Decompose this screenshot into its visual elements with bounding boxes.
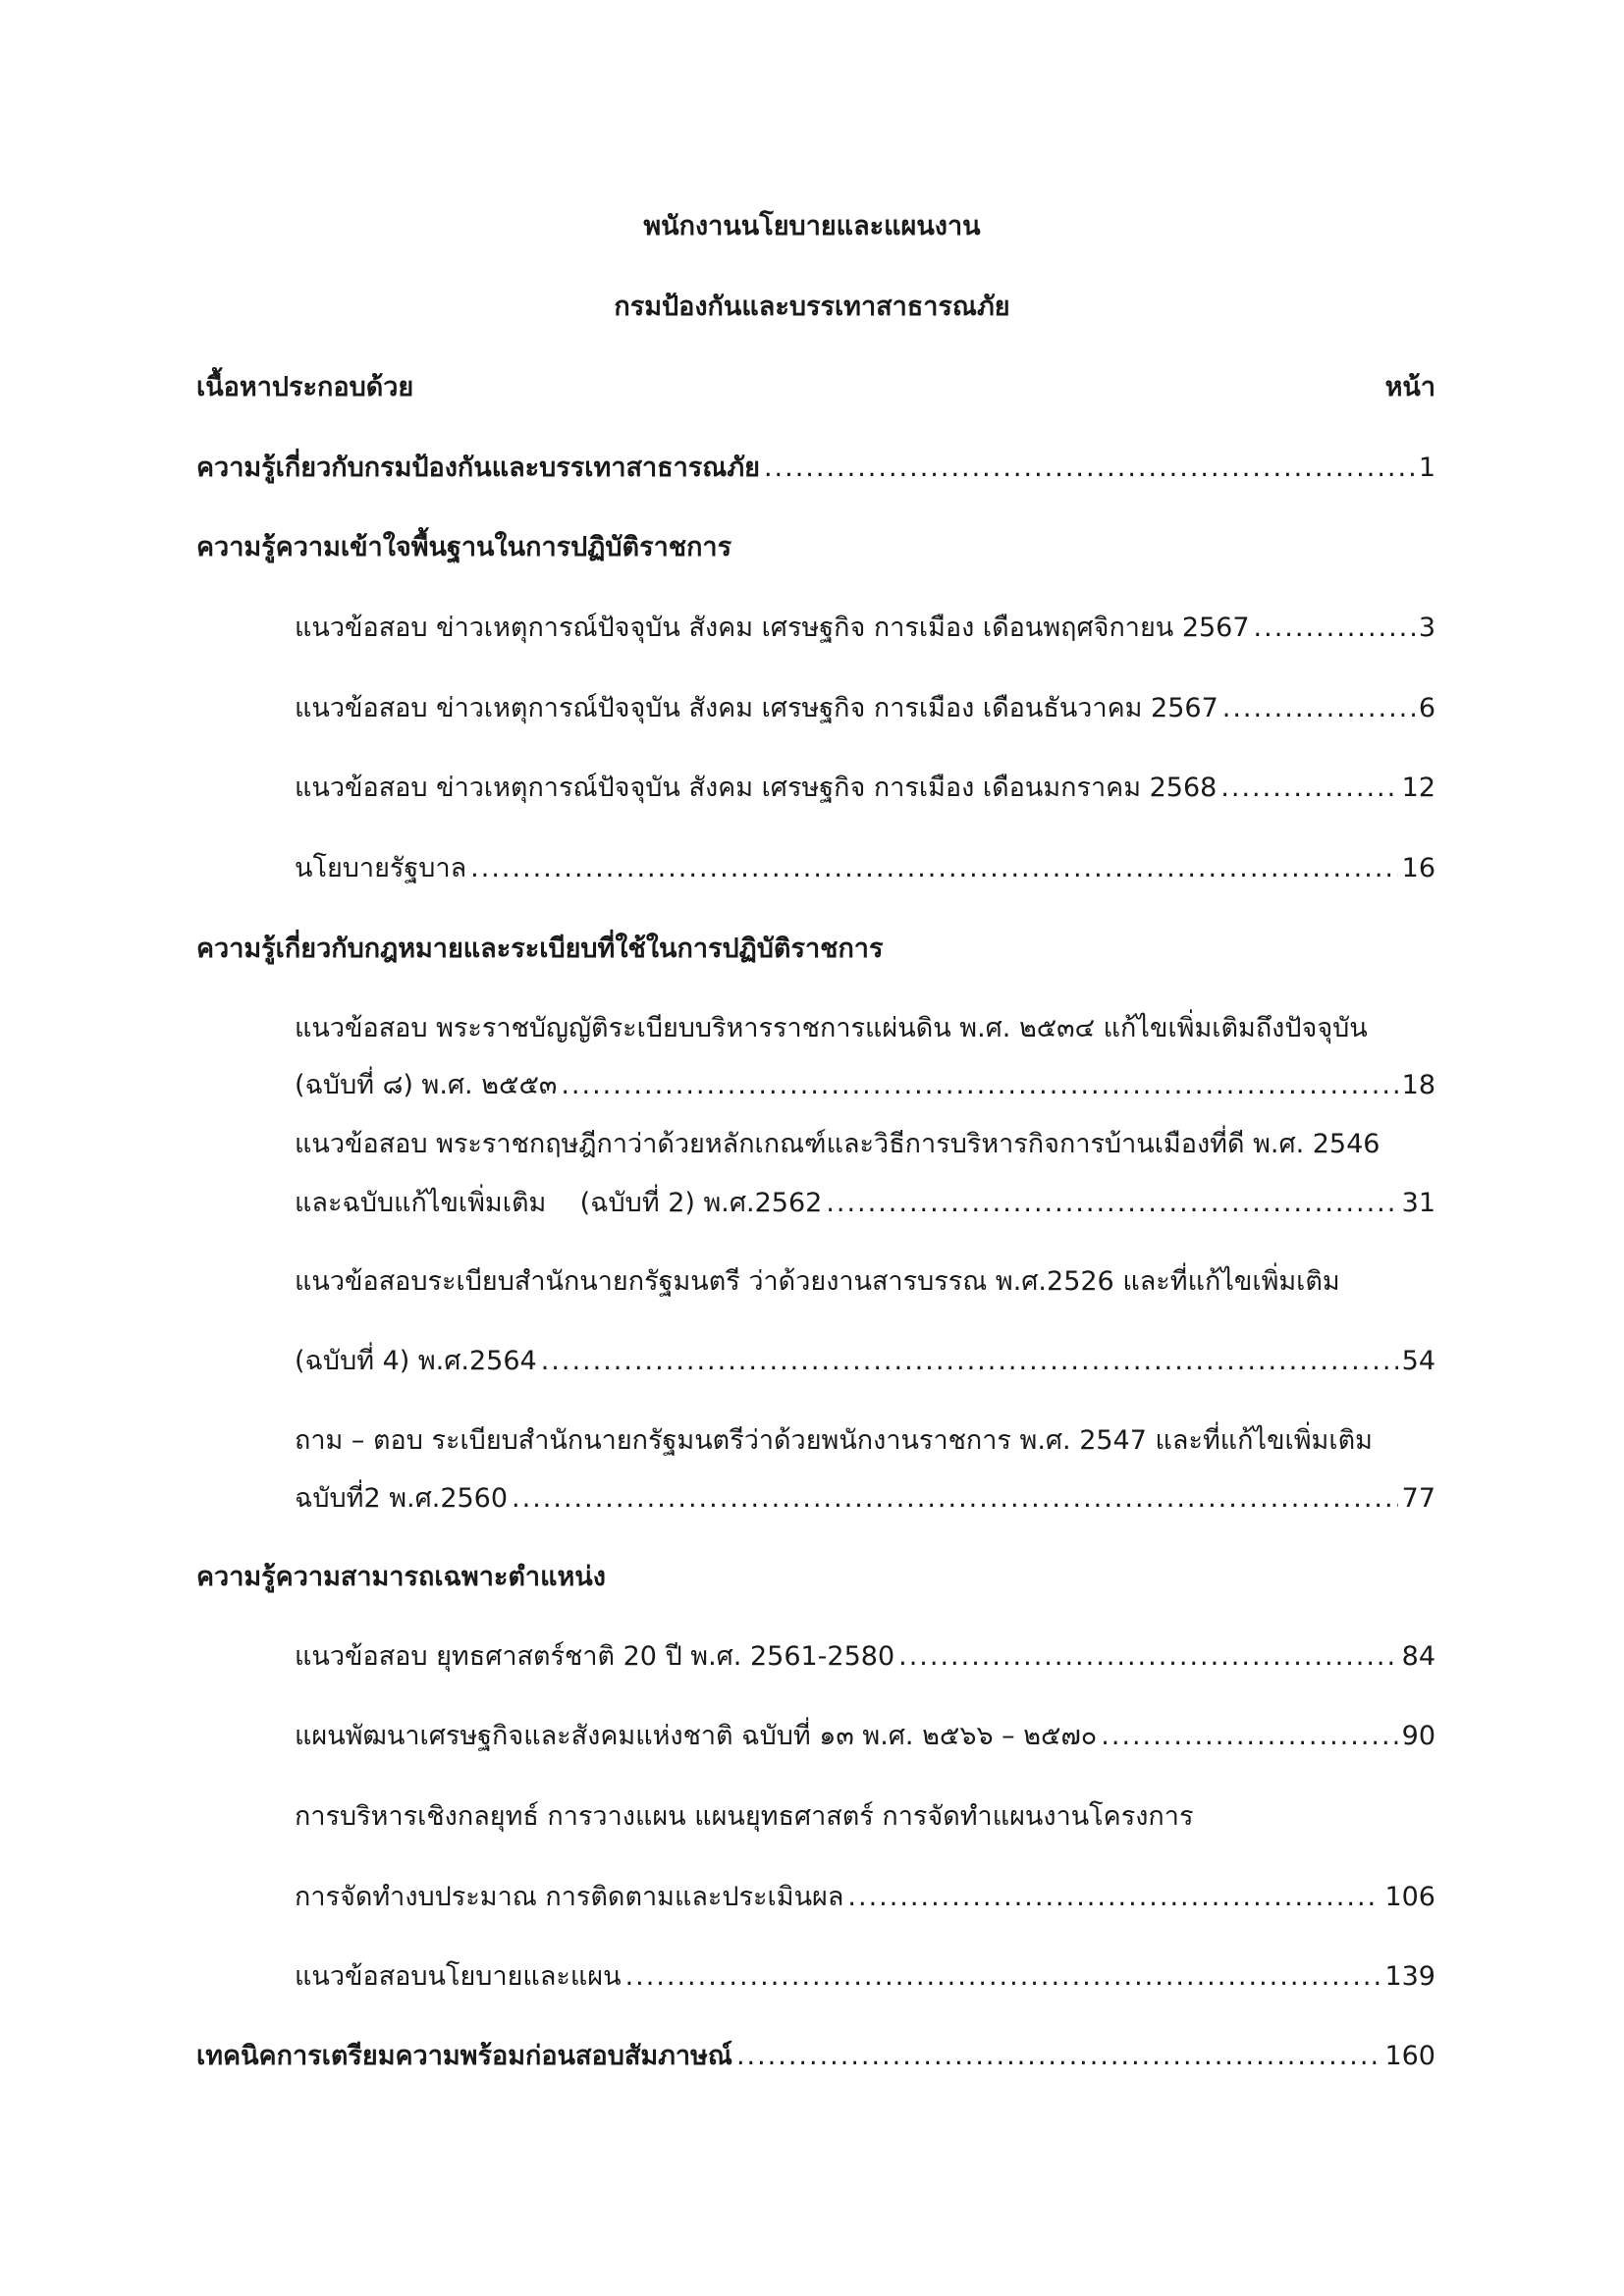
toc-page-number: 12	[1401, 773, 1435, 803]
toc-page-number: 139	[1384, 1961, 1435, 1992]
toc-page-number: 84	[1401, 1641, 1435, 1672]
toc-entry	[295, 1181, 1435, 1223]
contents-label: เนื้อหาประกอบด้วย	[196, 372, 414, 402]
toc-entry-title: (ฉบับที่ ๘) พ.ศ. ๒๕๕๓	[295, 1070, 558, 1100]
toc-section-title: ความรู้ความเข้าใจพื้นฐานในการปฏิบัติราชการ	[196, 532, 732, 562]
toc-section-title: ความรู้เกี่ยวกับกฎหมายและระเบียบที่ใช้ในการปฏิบัติราชการ	[196, 934, 884, 964]
toc-entry-line: แนวข้อสอบ พระราชบัญญัติระเบียบบริหารราชการแผ่นดิน พ.ศ. ๒๕๓๔ แก้ไขเพิ่มเติมถึงปัจจุบัน	[295, 1013, 1368, 1043]
toc-page-number: 6	[1418, 693, 1435, 723]
toc-leader	[764, 453, 1415, 483]
toc-entry-title: แนวข้อสอบ ข่าวเหตุการณ์ปัจจุบัน สังคม เศรษฐกิจ การเมือง เดือนธันวาคม 2567	[295, 693, 1218, 723]
toc-leader	[1222, 693, 1415, 723]
toc-entry-title: ความรู้เกี่ยวกับกรมป้องกันและบรรเทาสาธารณภัย	[196, 453, 760, 483]
toc-page-number: 18	[1401, 1070, 1435, 1100]
toc-entry	[196, 446, 1435, 488]
toc-leader	[561, 1070, 1397, 1100]
toc-entry-title: และฉบับแก้ไขเพิ่มเติม (ฉบับที่ 2) พ.ศ.2562	[295, 1188, 823, 1218]
toc-entry	[295, 606, 1435, 648]
toc-page-number: 106	[1384, 1882, 1435, 1912]
toc-entry-title: (ฉบับที่ 4) พ.ศ.2564	[295, 1346, 537, 1376]
toc-entry-title: แนวข้อสอบนโยบายและแผน	[295, 1961, 622, 1992]
toc-section-heading	[196, 525, 1435, 567]
toc-section-title: ความรู้ความสามารถเฉพาะตำแหน่ง	[196, 1562, 606, 1592]
toc-section-heading	[196, 1555, 1435, 1597]
toc-entry-title: เทคนิคการเตรียมความพร้อมก่อนสอบสัมภาษณ์	[196, 2041, 732, 2071]
toc-entry	[295, 686, 1435, 728]
toc-page-number: 3	[1418, 613, 1435, 643]
toc-entry	[295, 1875, 1435, 1917]
toc-leader	[847, 1882, 1380, 1912]
toc-leader	[512, 1483, 1398, 1514]
toc-entry-title: แนวข้อสอบ ข่าวเหตุการณ์ปัจจุบัน สังคม เศรษฐกิจ การเมือง เดือนมกราคม 2568	[295, 773, 1218, 803]
toc-leader	[826, 1188, 1397, 1218]
toc-page-number: 77	[1401, 1483, 1435, 1514]
toc-entry-title: นโยบายรัฐบาล	[295, 853, 467, 883]
toc-leader	[470, 853, 1397, 883]
toc-leader	[1254, 613, 1415, 643]
toc-page-number: 90	[1401, 1721, 1435, 1751]
toc-header	[196, 365, 1435, 407]
toc-page-number: 160	[1384, 2041, 1435, 2071]
page-label: หน้า	[1384, 372, 1435, 402]
toc-entry	[295, 1476, 1435, 1519]
toc-leader	[736, 2041, 1381, 2071]
toc-page-number: 54	[1401, 1346, 1435, 1376]
toc-entry	[196, 2034, 1435, 2076]
toc-page-number: 31	[1401, 1188, 1435, 1218]
toc-page-number: 16	[1401, 853, 1435, 883]
toc-entry	[295, 1954, 1435, 1997]
toc-leader	[898, 1641, 1398, 1672]
toc-leader	[625, 1961, 1381, 1992]
document-subtitle: กรมป้องกันและบรรเทาสาธารณภัย	[614, 292, 1010, 322]
toc-entry-title: การจัดทำงบประมาณ การติดตามและประเมินผล	[295, 1882, 844, 1912]
toc-entry-title: แนวข้อสอบ ยุทธศาสตร์ชาติ 20 ปี พ.ศ. 2561-2580	[295, 1641, 895, 1672]
toc-section-heading	[196, 927, 1435, 969]
toc-entry	[295, 766, 1435, 808]
toc-entry	[295, 1714, 1435, 1756]
toc-leader	[1220, 773, 1397, 803]
toc-entry-line: แนวข้อสอบ พระราชกฤษฎีกาว่าด้วยหลักเกณฑ์และวิธีการบริหารกิจการบ้านเมืองที่ดี พ.ศ. 2546	[295, 1129, 1380, 1159]
toc-entry-title: ฉบับที่2 พ.ศ.2560	[295, 1483, 509, 1514]
toc-leader	[1101, 1721, 1397, 1751]
toc-entry-title: แผนพัฒนาเศรษฐกิจและสังคมแห่งชาติ ฉบับที่ ๑๓ พ.ศ. ๒๕๖๖ – ๒๕๗๐	[295, 1721, 1098, 1751]
toc-entry	[295, 846, 1435, 888]
toc-leader	[541, 1346, 1398, 1376]
toc-entry	[295, 1339, 1435, 1381]
toc-entry-line: แนวข้อสอบระเบียบสำนักนายกรัฐมนตรี ว่าด้วยงานสารบรรณ พ.ศ.2526 และที่แก้ไขเพิ่มเติม	[295, 1266, 1340, 1297]
toc-entry-line: ถาม – ตอบ ระเบียบสำนักนายกรัฐมนตรีว่าด้วยพนักงานราชการ พ.ศ. 2547 และที่แก้ไขเพิ่มเติม	[295, 1425, 1373, 1456]
toc-entry-title: แนวข้อสอบ ข่าวเหตุการณ์ปัจจุบัน สังคม เศรษฐกิจ การเมือง เดือนพฤศจิกายน 2567	[295, 613, 1250, 643]
toc-entry	[295, 1063, 1435, 1105]
toc-entry-line: การบริหารเชิงกลยุทธ์ การวางแผน แผนยุทธศาสตร์ การจัดทำแผนงานโครงการ	[295, 1801, 1194, 1832]
toc-entry	[295, 1634, 1435, 1677]
document-title: พนักงานนโยบายและแผนงาน	[643, 211, 981, 241]
toc-page-number: 1	[1418, 453, 1435, 483]
